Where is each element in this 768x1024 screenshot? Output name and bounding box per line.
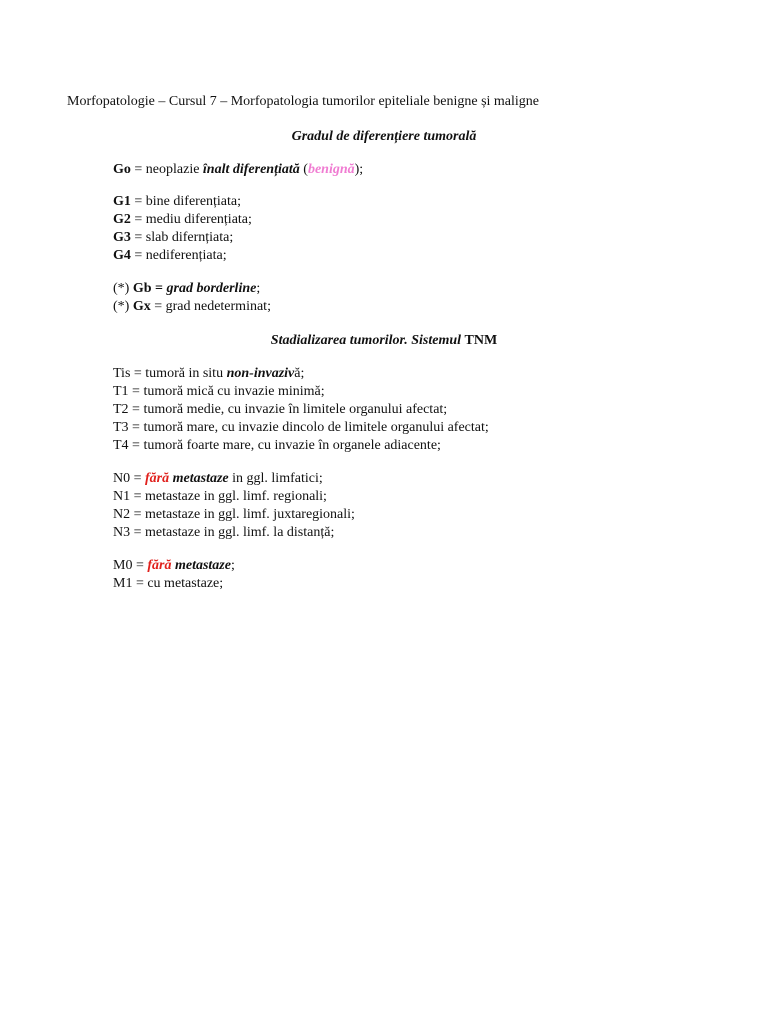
stage-text: in ggl. limfatici;: [228, 471, 323, 486]
negation-label: fără: [147, 558, 172, 573]
grade-text: = nediferențiata;: [130, 248, 227, 263]
grade-gx-line: [113, 298, 271, 316]
grade-g1-line: [113, 193, 241, 211]
grade-code: G2: [113, 212, 131, 227]
stage-m1-line: M1 = cu metastaze;: [113, 576, 224, 591]
grade-code: G4: [113, 248, 131, 263]
staging-title-tnm: TNM: [464, 333, 498, 348]
grading-section-title: Gradul de diferențiere tumorală: [291, 129, 477, 144]
stage-n0-line: [113, 470, 323, 488]
stage-emphasis: metastaze: [171, 558, 231, 573]
negation-label: fără: [145, 471, 170, 486]
grade-code: Go: [113, 162, 131, 177]
grade-eq: =: [151, 281, 167, 296]
stage-n1-line: N1 = metastaze in ggl. limf. regionali;: [113, 489, 327, 504]
grade-go-line: [113, 161, 363, 179]
grade-code: Gx: [132, 299, 151, 314]
grade-g3-line: [113, 229, 233, 247]
stage-n3-line: N3 = metastaze in ggl. limf. la distanță;: [113, 525, 335, 540]
grade-g4-line: [113, 247, 227, 265]
stage-emphasis: metastaze: [169, 471, 229, 486]
staging-title-text: Stadializarea tumorilor. Sistemul: [270, 333, 465, 348]
stage-text: ă;: [294, 366, 305, 381]
grade-text: = bine diferențiata;: [130, 194, 242, 209]
grade-code: G1: [113, 194, 131, 209]
stage-t3-line: T3 = tumoră mare, cu invazie dincolo de limitele organului afectat;: [113, 420, 489, 435]
staging-section-title: [0, 332, 768, 350]
stage-text: Tis = tumoră in situ: [113, 366, 227, 381]
stage-text: N0 =: [113, 471, 146, 486]
paren-open: (: [299, 162, 308, 177]
stage-t1-line: T1 = tumoră mică cu invazie minimă;: [113, 384, 325, 399]
document-header: Morfopatologie – Cursul 7 – Morfopatologia tumorilor epiteliale benigne și maligne: [67, 94, 540, 109]
stage-text: ;: [230, 558, 235, 573]
stage-tis-line: [113, 365, 304, 383]
grade-text: = grad nedeterminat;: [150, 299, 271, 314]
grade-code: Gb: [132, 281, 152, 296]
grade-text: = neoplazie: [130, 162, 203, 177]
benign-label: benignă: [307, 162, 355, 177]
stage-t2-line: T2 = tumoră medie, cu invazie în limitele organului afectat;: [113, 402, 448, 417]
grade-text: = slab difernțiata;: [130, 230, 234, 245]
stage-n2-line: N2 = metastaze in ggl. limf. juxtaregionali;: [113, 507, 355, 522]
stage-t4-line: T4 = tumoră foarte mare, cu invazie în organele adiacente;: [113, 438, 441, 453]
grade-text: = mediu diferențiata;: [130, 212, 252, 227]
stage-emphasis: non-invaziv: [226, 366, 295, 381]
asterisk-note: (*): [113, 281, 133, 296]
grade-emphasis: grad borderline: [166, 281, 257, 296]
paren-close: );: [354, 162, 364, 177]
stage-m0-line: [113, 557, 235, 575]
grade-code: G3: [113, 230, 131, 245]
grade-text: ;: [256, 281, 261, 296]
grade-emphasis: înalt diferențiată: [202, 162, 300, 177]
grade-gb-line: [113, 280, 260, 298]
stage-text: M0 =: [113, 558, 148, 573]
grade-g2-line: [113, 211, 252, 229]
asterisk-note: (*): [113, 299, 133, 314]
